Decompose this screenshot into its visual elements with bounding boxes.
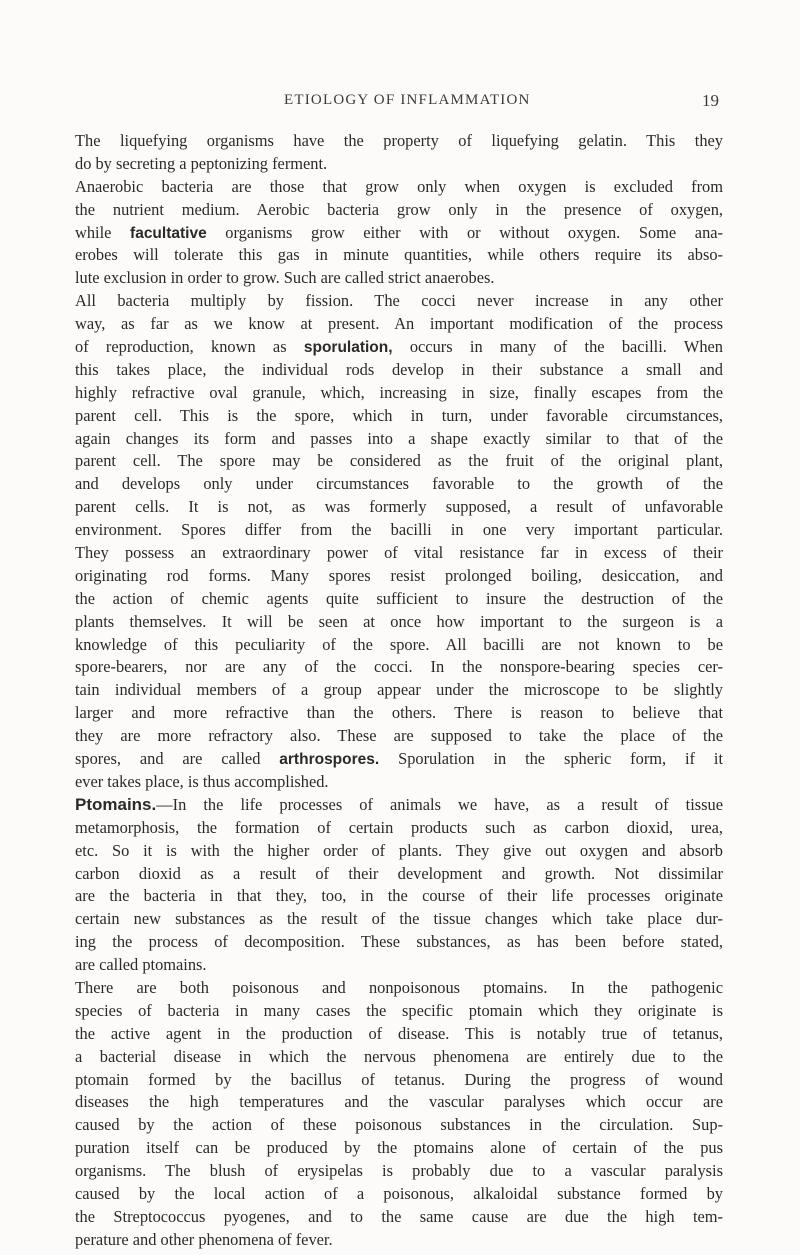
running-title: ETIOLOGY OF INFLAMMATION bbox=[284, 92, 531, 108]
page-number: 19 bbox=[702, 91, 719, 110]
text-line: caused by the local action of a poisonous, alkaloidal substance formed by bbox=[75, 1183, 723, 1203]
text-line: and develops only under circumstances favorable to the growth of the bbox=[75, 474, 723, 494]
text-line: parent cell. This is the spore, which in turn, under favorable circumstances, bbox=[75, 405, 723, 425]
text-line: ever takes place, is thus accomplished. bbox=[75, 771, 329, 791]
text-line: certain new substances as the result of the tissue changes which take place dur- bbox=[75, 909, 723, 929]
text-line: environment. Spores differ from the bacilli in one very important particular. bbox=[75, 520, 723, 540]
text-line: the Streptococcus pyogenes, and to the same cause are due the high tem- bbox=[75, 1206, 723, 1226]
text-line: spores, and are called arthrospores. Sporulation in the spheric form, if it bbox=[75, 749, 723, 769]
text-line: organisms. The blush of erysipelas is probably due to a vascular paralysis bbox=[75, 1161, 723, 1181]
paragraph bbox=[75, 176, 723, 290]
paragraph bbox=[75, 977, 723, 1252]
body-text bbox=[75, 130, 723, 1252]
text-line: Anaerobic bacteria are those that grow only when oxygen is excluded from bbox=[75, 176, 723, 196]
defined-term: facultative bbox=[130, 224, 207, 242]
text-line: plants themselves. It will be seen at once how important to the surgeon is a bbox=[75, 611, 723, 631]
text-line: diseases the high temperatures and the vascular paralyses which occur are bbox=[75, 1092, 723, 1112]
text-line: the active agent in the production of disease. This is notably true of tetanus, bbox=[75, 1023, 723, 1043]
paragraph bbox=[75, 794, 723, 977]
text-line: There are both poisonous and nonpoisonous ptomains. In the pathogenic bbox=[75, 977, 723, 997]
text-line: do by secreting a peptonizing ferment. bbox=[75, 153, 328, 173]
text-line: They possess an extraordinary power of vital resistance far in excess of their bbox=[75, 543, 723, 563]
text-line: The liquefying organisms have the property of liquefying gelatin. This they bbox=[75, 131, 723, 150]
text-line: tain individual members of a group appear under the microscope to be slightly bbox=[75, 680, 723, 700]
text-line: erobes will tolerate this gas in minute quantities, while others require its abso- bbox=[75, 245, 723, 265]
text-line: All bacteria multiply by fission. The cocci never increase in any other bbox=[75, 291, 723, 311]
text-line: carbon dioxid as a result of their development and growth. Not dissimilar bbox=[75, 863, 723, 883]
text-line: are the bacteria in that they, too, in the course of their life processes originate bbox=[75, 886, 723, 906]
text-line: the nutrient medium. Aerobic bacteria grow only in the presence of oxygen, bbox=[75, 199, 723, 219]
text-line: knowledge of this peculiarity of the spore. All bacilli are not known to be bbox=[75, 634, 723, 654]
running-head bbox=[0, 92, 800, 118]
text-line: ing the process of decomposition. These substances, as has been before stated, bbox=[75, 932, 723, 952]
text-line: spore-bearers, nor are any of the cocci. In the nonspore-bearing species cer- bbox=[75, 657, 723, 677]
text-line: way, as far as we know at present. An important modification of the process bbox=[75, 314, 723, 334]
text-line: lute exclusion in order to grow. Such are called strict anaerobes. bbox=[75, 268, 495, 288]
text-line: they are more refractory also. These are supposed to take the place of the bbox=[75, 726, 723, 746]
section-heading: Ptomains. bbox=[75, 794, 157, 814]
text-line: originating rod forms. Many spores resist prolonged boiling, desiccation, and bbox=[75, 565, 723, 585]
text-line: the action of chemic agents quite sufficient to insure the destruction of the bbox=[75, 588, 723, 608]
text-line: larger and more refractive than the others. There is reason to believe that bbox=[75, 703, 723, 723]
defined-term: arthrospores. bbox=[279, 751, 380, 769]
paragraph bbox=[75, 130, 723, 176]
defined-term: sporulation, bbox=[303, 339, 393, 357]
text-line: etc. So it is with the higher order of plants. They give out oxygen and absorb bbox=[75, 840, 723, 860]
text-line: are called ptomains. bbox=[75, 955, 207, 975]
text-line: parent cells. It is not, as was formerly supposed, a result of unfavorable bbox=[75, 497, 723, 517]
text-line: while facultative organisms grow either with or without oxygen. Some ana- bbox=[75, 222, 723, 242]
text-line: this takes place, the individual rods develop in their substance a small and bbox=[75, 359, 723, 379]
text-line: again changes its form and passes into a shape exactly similar to that of the bbox=[75, 428, 723, 448]
text-line: parent cell. The spore may be considered as the fruit of the original plant, bbox=[75, 451, 723, 471]
text-line: caused by the action of these poisonous substances in the circulation. Sup- bbox=[75, 1115, 723, 1135]
paragraph bbox=[75, 290, 723, 794]
text-line: ptomain formed by the bacillus of tetanus. During the progress of wound bbox=[75, 1069, 723, 1089]
text-line: Ptomains.—In the life processes of animals we have, as a result of tissue bbox=[75, 794, 723, 814]
text-line: a bacterial disease in which the nervous phenomena are entirely due to the bbox=[75, 1046, 723, 1066]
text-line: metamorphosis, the formation of certain products such as carbon dioxid, urea, bbox=[75, 817, 723, 837]
text-line: highly refractive oval granule, which, increasing in size, finally escapes from the bbox=[75, 382, 723, 402]
text-line: perature and other phenomena of fever. bbox=[75, 1229, 333, 1249]
text-line: of reproduction, known as sporulation, occurs in many of the bacilli. When bbox=[75, 337, 723, 357]
text-line: species of bacteria in many cases the specific ptomain which they originate is bbox=[75, 1000, 723, 1020]
text-line: puration itself can be produced by the ptomains alone of certain of the pus bbox=[75, 1138, 723, 1158]
